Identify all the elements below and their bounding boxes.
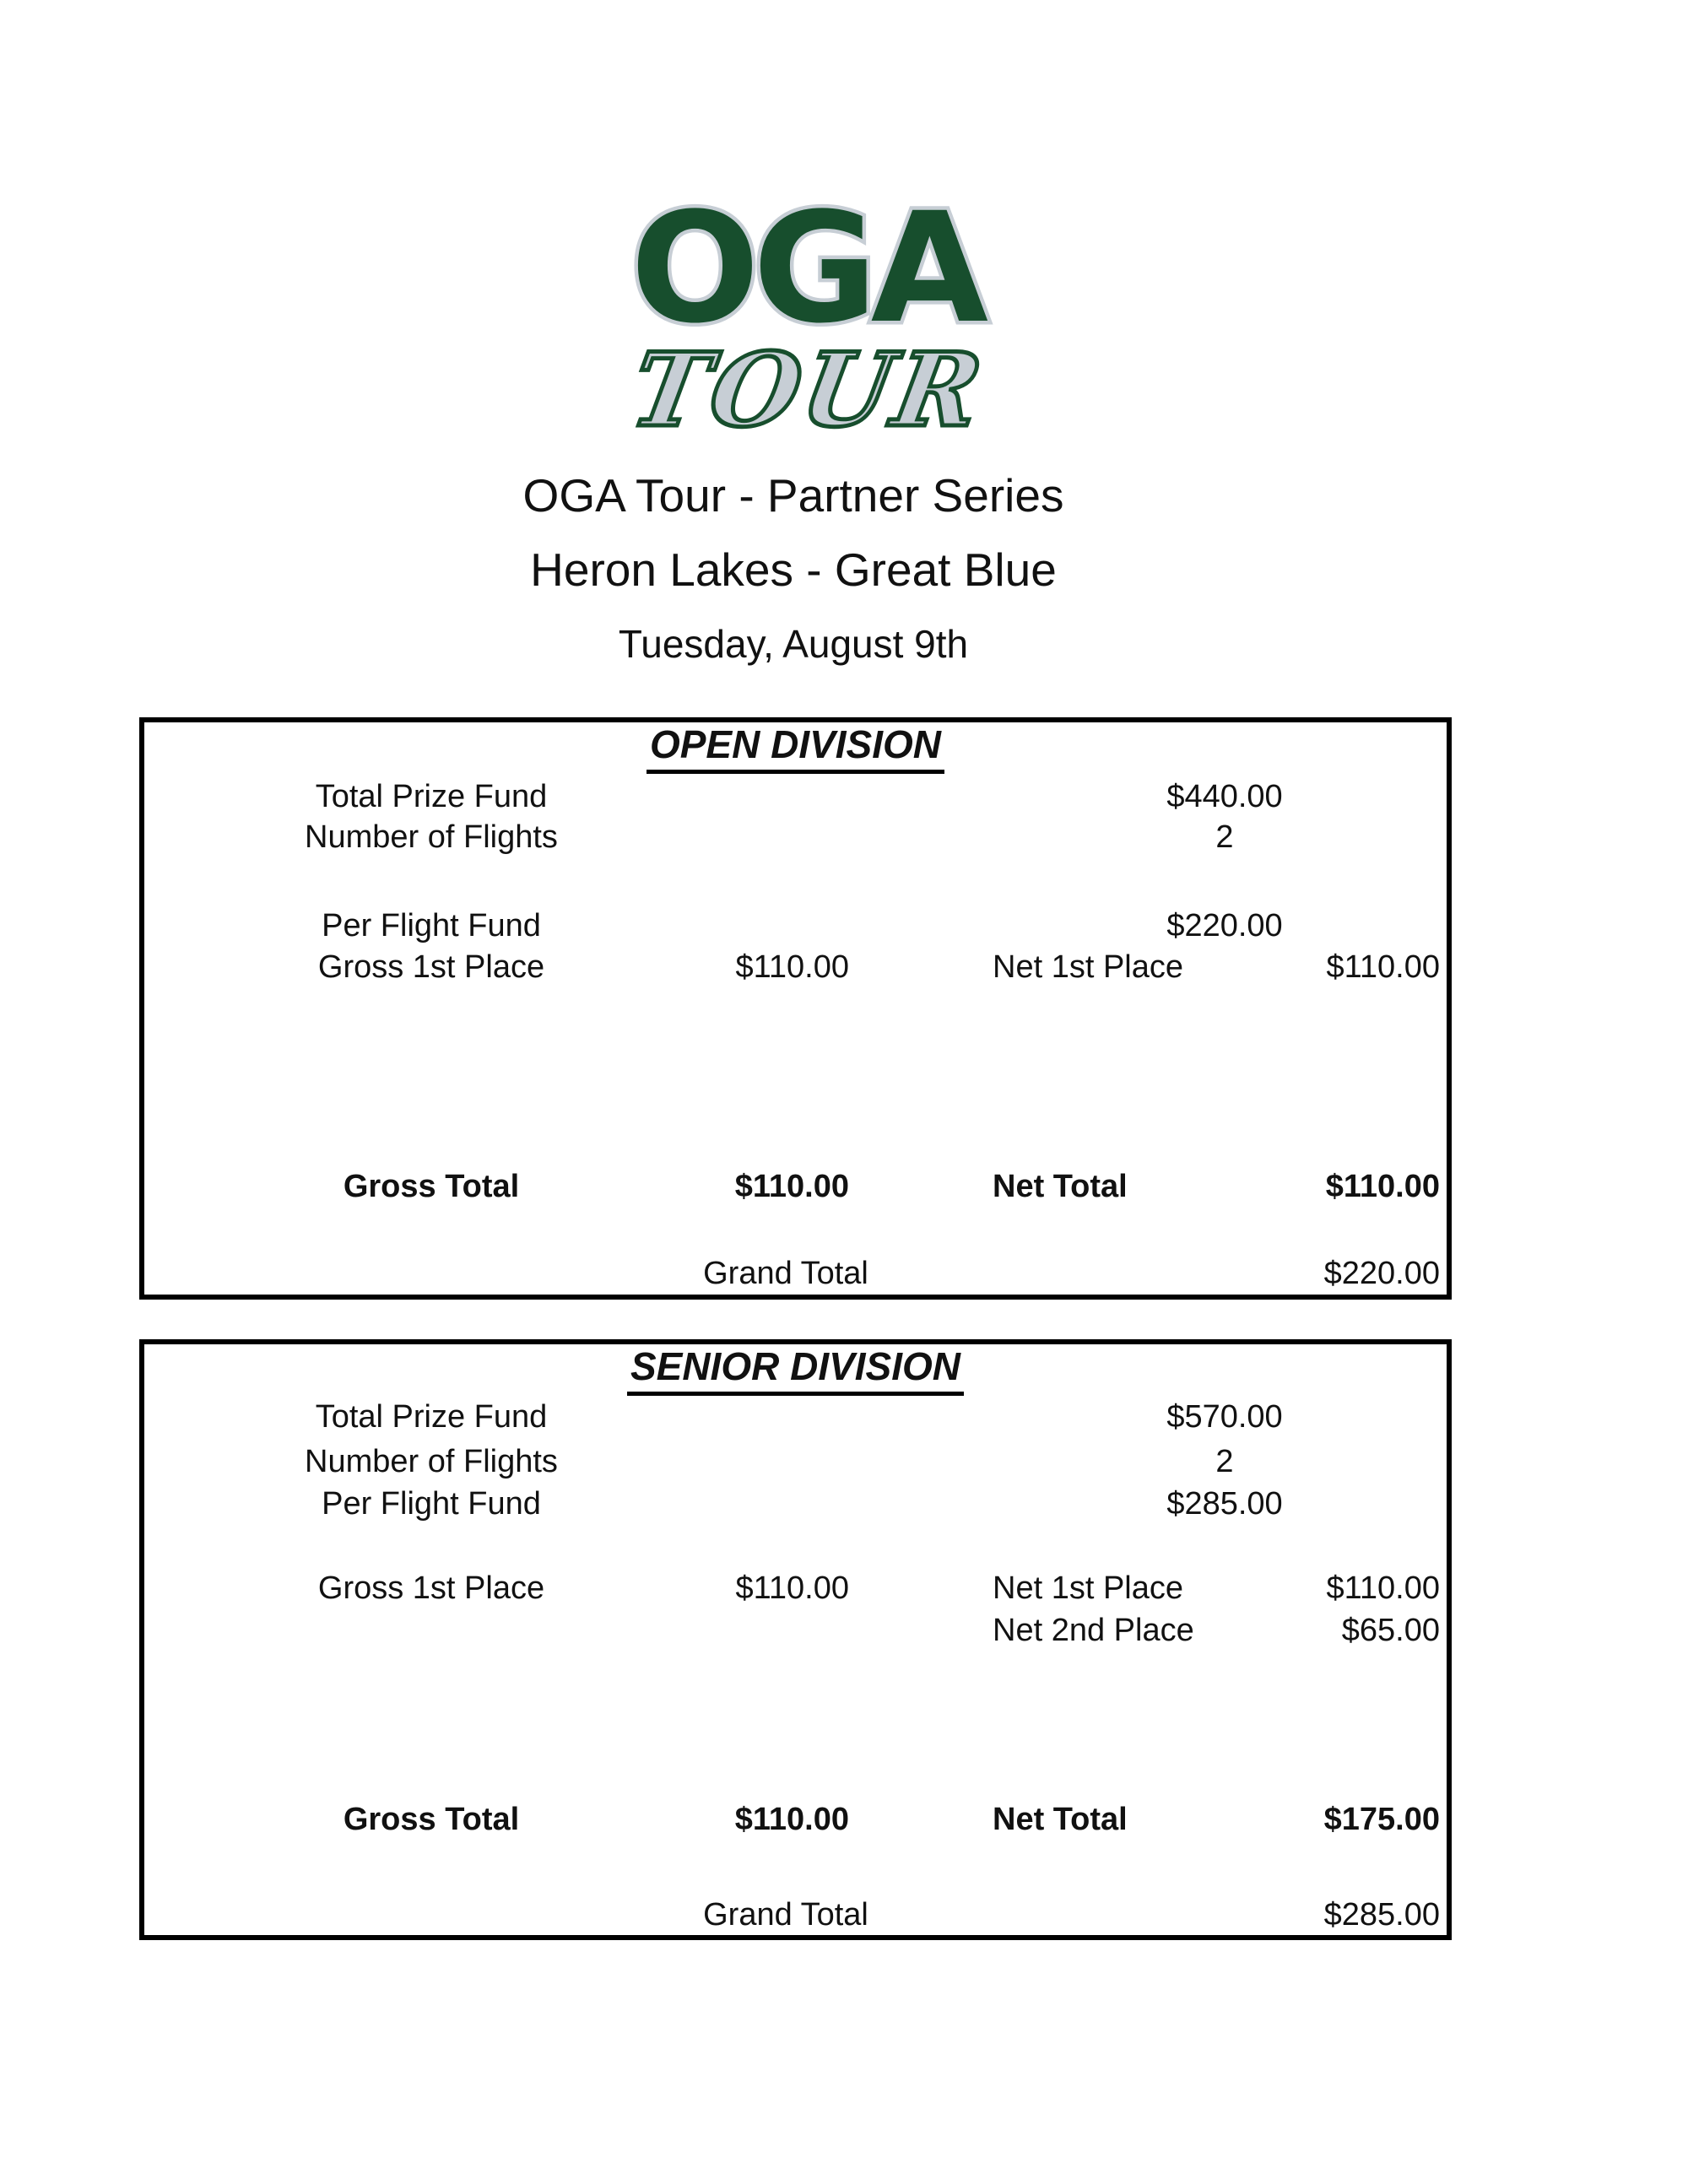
series-title: OGA Tour - Partner Series bbox=[522, 469, 1064, 522]
logo-word-tour: TOUR bbox=[622, 329, 994, 449]
grand-total-label: Grand Total bbox=[703, 1897, 868, 1933]
course-title: Heron Lakes - Great Blue bbox=[530, 543, 1057, 596]
senior-division-section bbox=[139, 1339, 1452, 1940]
net-first-place-label: Net 1st Place bbox=[993, 1570, 1183, 1606]
logo-word-oga: OGA bbox=[630, 196, 982, 357]
net-second-place-label: Net 2nd Place bbox=[993, 1613, 1194, 1648]
per-flight-fund-value: $285.00 bbox=[1166, 1486, 1283, 1522]
total-prize-fund-value: $440.00 bbox=[1166, 779, 1283, 814]
net-first-place-label: Net 1st Place bbox=[993, 949, 1183, 985]
total-prize-fund-label: Total Prize Fund bbox=[315, 1399, 548, 1435]
net-first-place-value: $110.00 bbox=[1326, 1570, 1440, 1606]
gross-total-label: Gross Total bbox=[343, 1802, 520, 1837]
number-of-flights-value: 2 bbox=[1215, 1444, 1234, 1479]
per-flight-fund-value: $220.00 bbox=[1166, 908, 1283, 943]
gross-total-value: $110.00 bbox=[734, 1802, 849, 1837]
per-flight-fund-label: Per Flight Fund bbox=[322, 908, 541, 943]
division-title bbox=[144, 1344, 1447, 1396]
oga-tour-logo bbox=[603, 196, 1000, 449]
net-total-label: Net Total bbox=[993, 1169, 1128, 1204]
gross-total-label: Gross Total bbox=[343, 1169, 520, 1204]
gross-total-value: $110.00 bbox=[734, 1169, 849, 1204]
total-prize-fund-label: Total Prize Fund bbox=[315, 779, 548, 814]
grand-total-value: $220.00 bbox=[1323, 1256, 1440, 1291]
number-of-flights-value: 2 bbox=[1215, 819, 1234, 855]
gross-first-place-label: Gross 1st Place bbox=[317, 1570, 545, 1606]
gross-first-place-value: $110.00 bbox=[735, 1570, 849, 1606]
net-first-place-value: $110.00 bbox=[1326, 949, 1440, 985]
per-flight-fund-label: Per Flight Fund bbox=[322, 1486, 541, 1522]
net-total-label: Net Total bbox=[993, 1802, 1128, 1837]
division-title bbox=[144, 722, 1447, 774]
total-prize-fund-value: $570.00 bbox=[1166, 1399, 1283, 1435]
net-total-value: $175.00 bbox=[1323, 1802, 1440, 1837]
number-of-flights-label: Number of Flights bbox=[305, 819, 558, 855]
net-total-value: $110.00 bbox=[1325, 1169, 1440, 1204]
grand-total-label: Grand Total bbox=[703, 1256, 868, 1291]
grand-total-value: $285.00 bbox=[1323, 1897, 1440, 1933]
event-date: Tuesday, August 9th bbox=[618, 622, 969, 666]
net-second-place-value: $65.00 bbox=[1341, 1613, 1440, 1648]
number-of-flights-label: Number of Flights bbox=[305, 1444, 558, 1479]
gross-first-place-label: Gross 1st Place bbox=[317, 949, 545, 985]
division-title-text: OPEN DIVISION bbox=[647, 722, 944, 774]
gross-first-place-value: $110.00 bbox=[735, 949, 849, 985]
oga-tour-logo-graphic bbox=[603, 196, 1000, 449]
division-title-text: SENIOR DIVISION bbox=[627, 1344, 964, 1396]
open-division-section bbox=[139, 717, 1452, 1300]
